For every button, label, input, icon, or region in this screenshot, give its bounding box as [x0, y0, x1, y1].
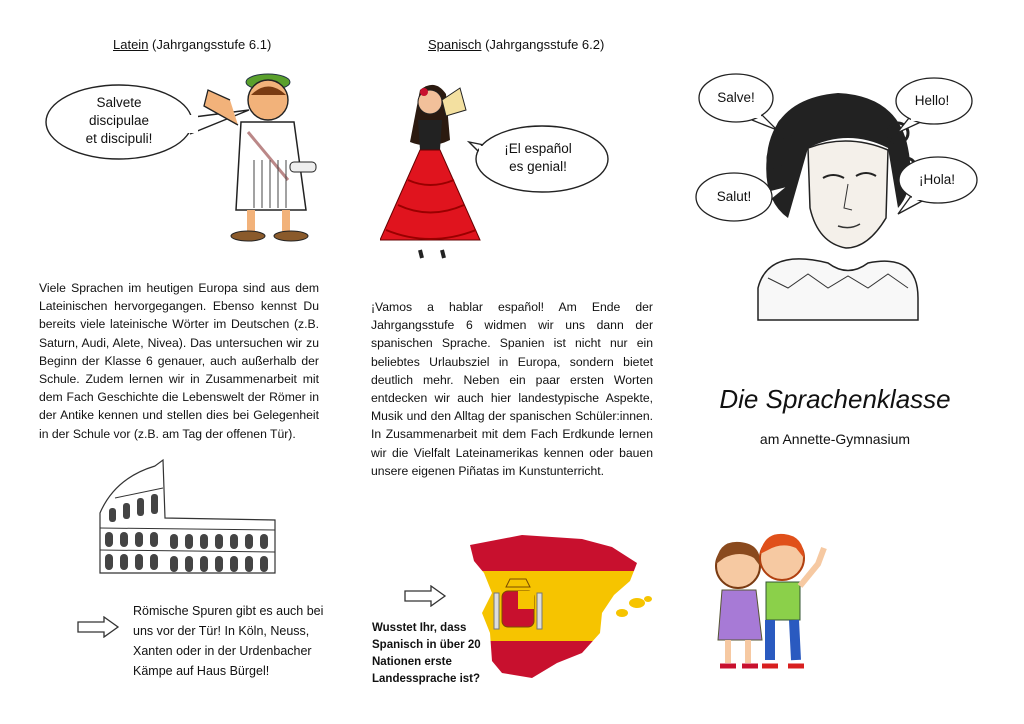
arrow-right-icon	[76, 616, 120, 638]
salve-speech-bubble: Salve!	[697, 72, 775, 124]
page-title: Die Sprachenklasse	[719, 384, 951, 414]
hello-speech-bubble: Hello!	[893, 77, 971, 125]
spanisch-speech-bubble: ¡El español es genial!	[467, 124, 609, 192]
page-subtitle: am Annette-Gymnasium	[759, 431, 911, 447]
hola-speech-bubble: ¡Hola!	[896, 156, 978, 204]
latein-paragraph: Viele Sprachen im heutigen Europa sind aus dem Lateinischen hervorgegangen. Ebenso kennst Du bereits viele lateinische Wörter im Deutschen (z.B. Saturn, Audi, Alete, Nivea). Das untersuchen wir zu Beginn der Klasse 6 genauer, auch außerhalb der Schule. Zudem lernen wir in Zusammenarbeit mit dem Fach Geschichte die Lebenswelt der Römer in der Antike kennen und stellen dies bei Gelegenheit in der Schule vor (z.B. am Tag der offenen Tür).	[39, 281, 319, 441]
roman-figure-illustration	[196, 70, 326, 245]
colosseum-illustration	[95, 458, 280, 578]
children-illustration	[700, 528, 830, 673]
latein-speech-bubble: Salvete discipulae et discipuli!	[44, 82, 194, 160]
spain-map-flag-illustration	[462, 533, 657, 683]
spanisch-paragraph: ¡Vamos a hablar español! Am Ende der Jahrgangsstufe 6 widmen wir uns dann der spanischen Sprache. Spanien ist nicht nur ein beliebtes Urlaubsziel in Europa, sondern bietet deutlich mehr. Neben ein paar ersten Worten entdecken wir auch hier landestypische Aspekte, Musik und den Alltag der spanischen Schüler:innen. In Zusammenarbeit mit dem Fach Erdkunde lernen wir die Vielfalt Lateinamerikas kennen oder bauen unsere eigenen Piñatas im Kunstunterricht.	[371, 300, 653, 478]
spanisch-heading: Spanisch (Jahrgangsstufe 6.2)	[428, 37, 605, 52]
arrow-right-icon	[403, 585, 447, 607]
spanisch-note: Wusstet Ihr, dass Spanisch in über 20 Nationen erste Landessprache ist?	[372, 622, 481, 685]
salut-speech-bubble: Salut!	[694, 172, 774, 222]
latein-heading: Latein (Jahrgangsstufe 6.1)	[113, 37, 272, 52]
latein-note: Römische Spuren gibt es auch bei uns vor der Tür! In Köln, Neuss, Xanten oder in der Urdenbacher Kämpe auf Haus Bürgel!	[133, 604, 324, 678]
